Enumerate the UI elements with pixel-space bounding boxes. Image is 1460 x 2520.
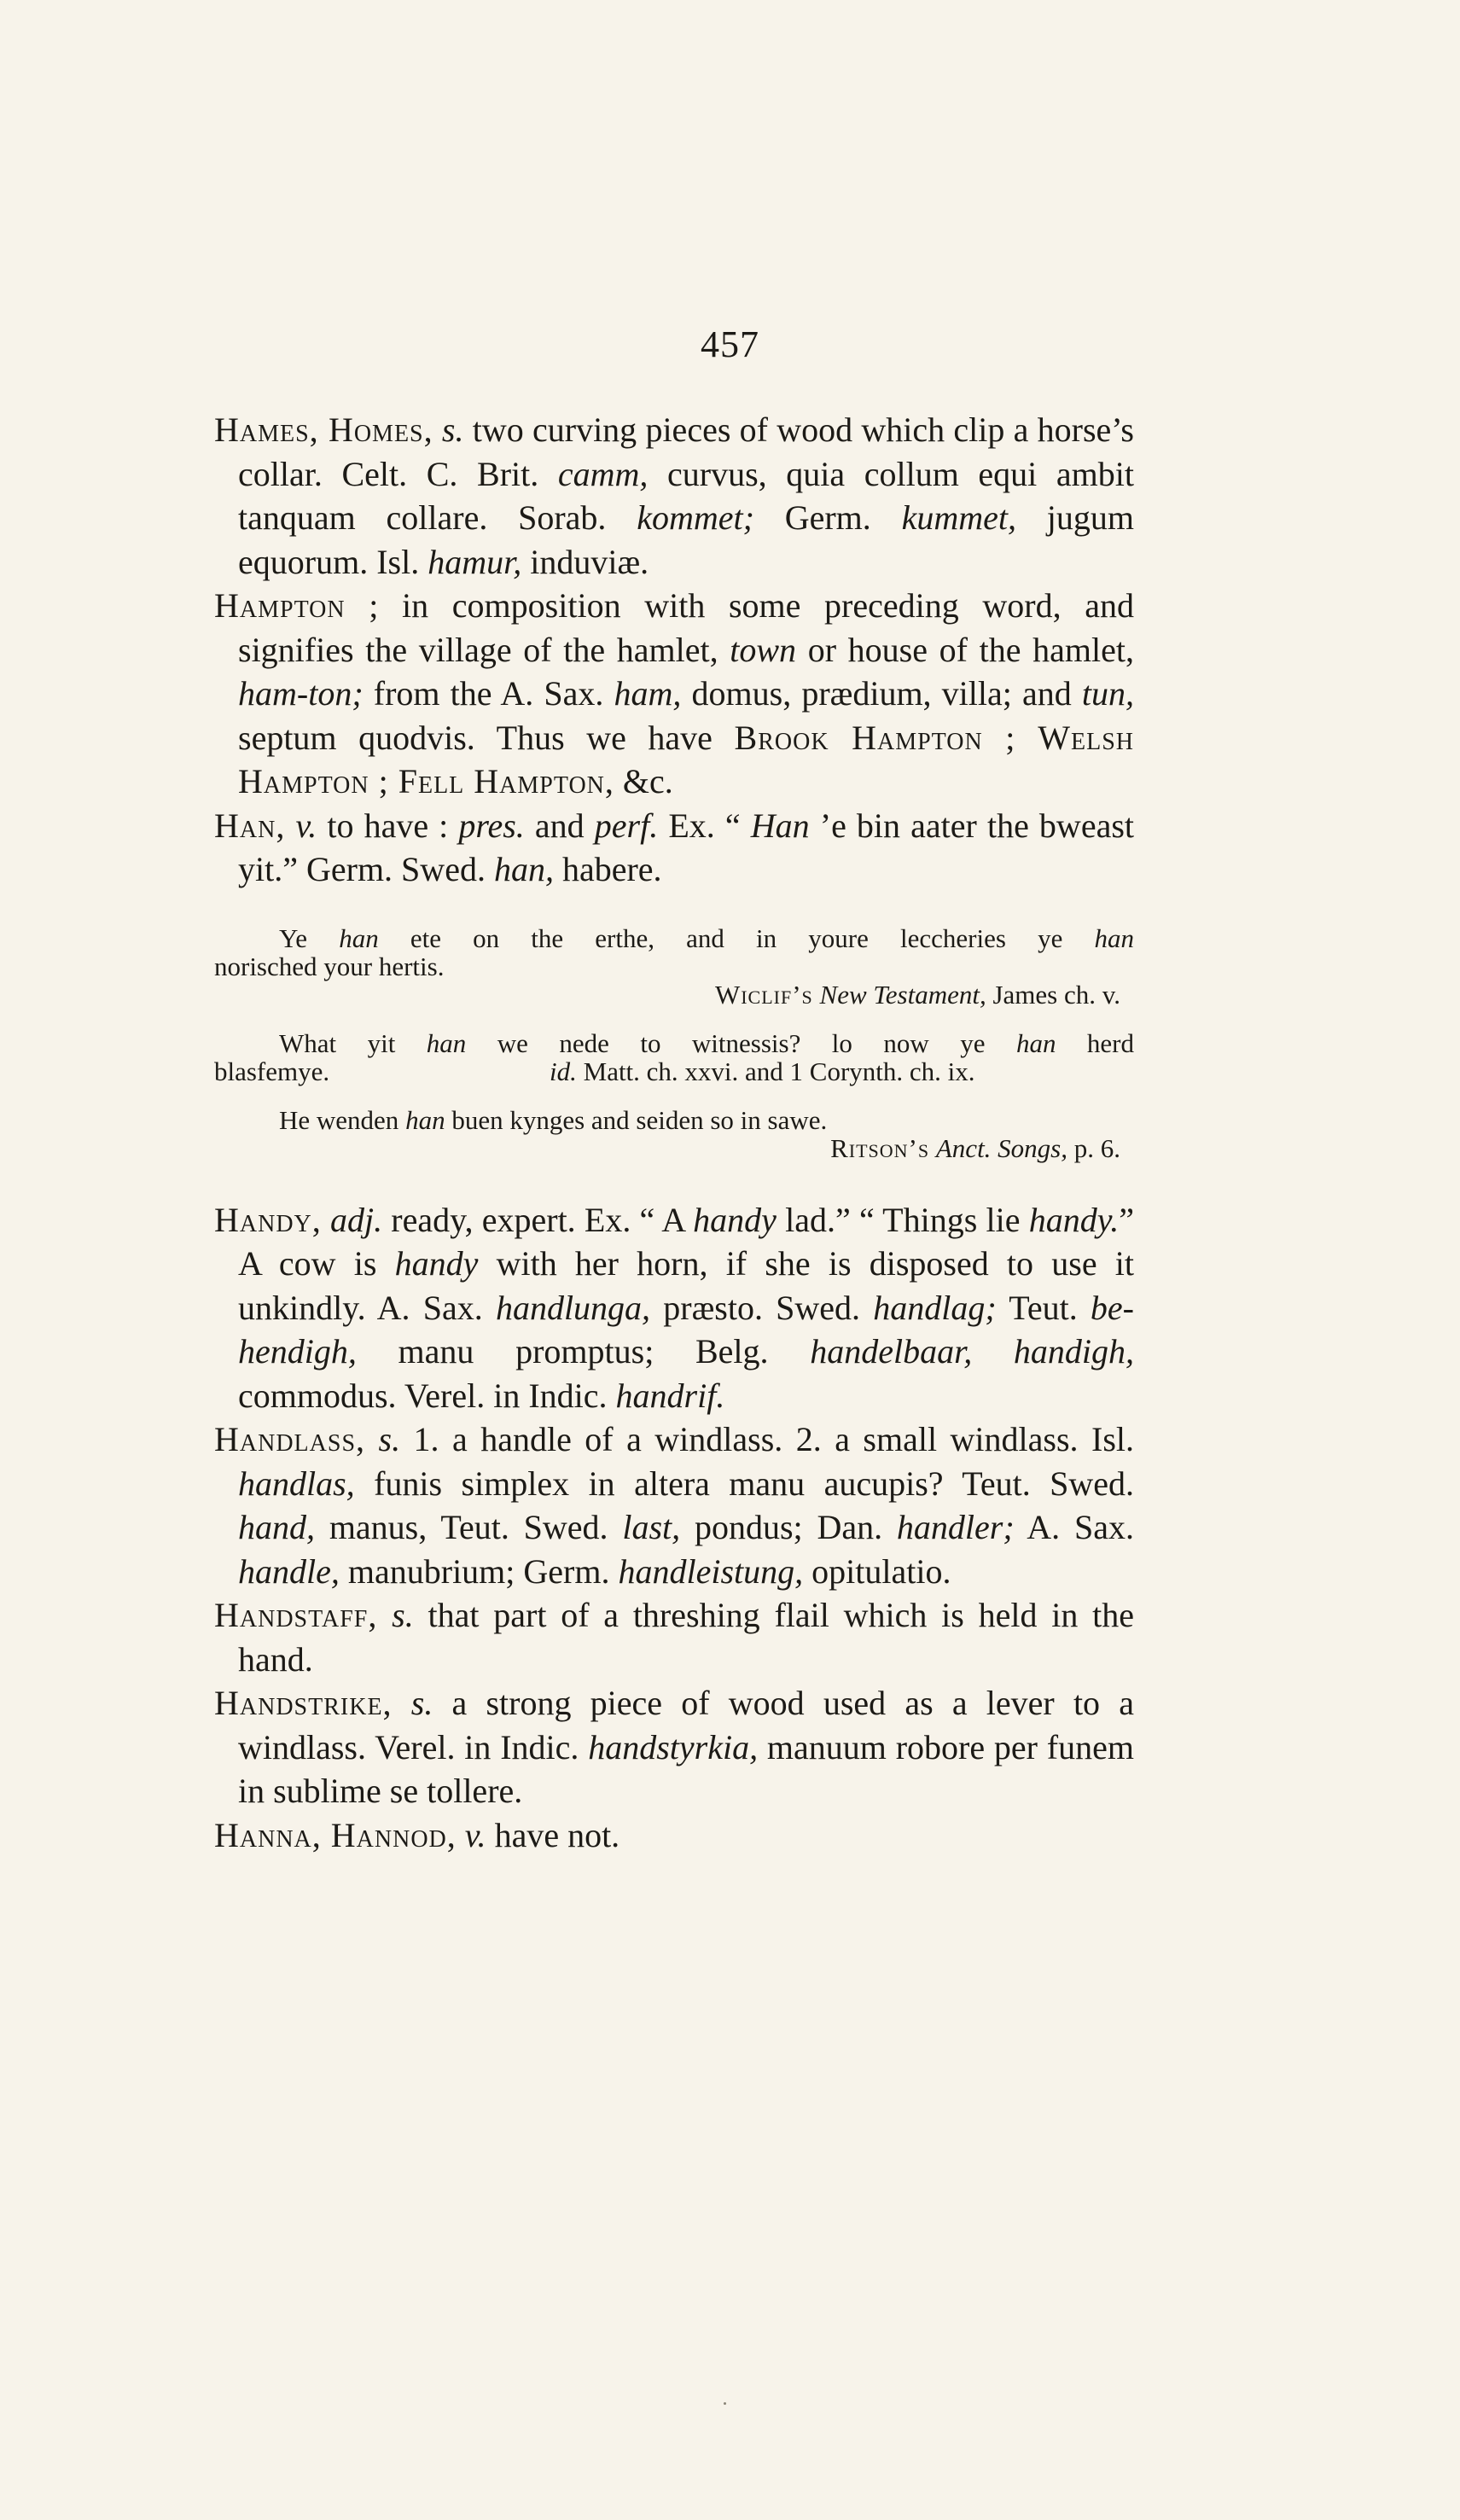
entry-headword: Hanna, Hannod, (214, 1815, 457, 1854)
quotation-ritson (214, 1106, 1134, 1162)
entry-headword: Handlass, (214, 1420, 366, 1458)
cited-form: handleistung, (618, 1551, 804, 1591)
quotation-line: norisched your hertis. (214, 951, 445, 981)
quotation-headword: han (1094, 922, 1134, 953)
quotation-citation: id. Matt. ch. xxvi. and 1 Corynth. ch. ix. (550, 1056, 975, 1086)
cited-form: handstyrkia, (588, 1727, 759, 1766)
part-of-speech: s. (441, 410, 464, 449)
quotation-wiclif-matthew (214, 1029, 1134, 1085)
cited-form: handy. (1028, 1200, 1120, 1239)
quotation-headword: han (405, 1104, 445, 1135)
entry-text: commodus. Verel. in Indic. (238, 1376, 616, 1415)
entry-text: a strong piece of wood used as a lever to a windlass. Verel. in Indic. (238, 1684, 1135, 1766)
entry-headword: Han, (214, 806, 286, 845)
entry-text: curvus, quia collum equi ambit tanquam collare. Sorab. (238, 454, 1134, 537)
entry-text: from the A. Sax. (363, 674, 614, 713)
cited-form: handlas, (238, 1464, 355, 1503)
cited-form: hamur, (428, 542, 522, 581)
quotation-citation: Ritson’s Anct. Songs, p. 6. (830, 1132, 1120, 1163)
entry-text: have not. (486, 1815, 620, 1854)
dictionary-entry (214, 1198, 1134, 1418)
entry-text: habere. (553, 850, 662, 888)
quotation-line: He wenden han buen kynges and seiden so in sawe. (279, 1104, 828, 1135)
quotation-citation: Wiclif’s New Testament, James ch. v. (714, 979, 1120, 1010)
entry-text: A. Sax. (1014, 1508, 1134, 1546)
entry-text (972, 1332, 1014, 1371)
quotation-line: blasfemye. id. Matt. ch. xxvi. and 1 Corynth. ch. ix. (214, 1057, 1134, 1085)
entry-text: præsto. Swed. (650, 1288, 874, 1327)
entry-text: Teut. (996, 1288, 1091, 1327)
cited-form: perf. (594, 806, 659, 845)
dictionary-entry (214, 804, 1134, 892)
cited-form: handler; (896, 1508, 1015, 1546)
quotation-line: Ye han ete on the erthe, and in youre leccheries ye han (279, 922, 1134, 953)
cited-form: handy (693, 1200, 777, 1239)
entry-text: or house of the hamlet, (796, 630, 1134, 669)
entry-text: lad.” “ Things lie (776, 1200, 1029, 1239)
entry-text: manubrium; Germ. (339, 1551, 619, 1591)
page-body (214, 408, 1134, 1857)
cited-form: handrif. (615, 1376, 725, 1415)
cited-form: tun, (1081, 674, 1134, 713)
entry-text: funis simplex in altera manu aucupis? Teut. Swed. (354, 1464, 1134, 1503)
quotation-headword: han (1015, 1027, 1056, 1058)
dictionary-entry (214, 1417, 1134, 1593)
quotation-line: What yit han we nede to witnessis? lo now ye han herd (279, 1027, 1134, 1058)
cited-form: pres. (458, 806, 525, 845)
quotation-wiclif-james (214, 924, 1134, 1009)
entry-text: manus, Teut. Swed. (315, 1508, 623, 1546)
entries-bottom (214, 1198, 1134, 1858)
part-of-speech: v. (464, 1815, 486, 1854)
entry-text: induviæ. (521, 542, 649, 581)
cited-form: handlunga, (495, 1288, 651, 1327)
entry-text: two curving pieces of wood which clip a horse’s collar. Celt. C. Brit. (238, 410, 1134, 493)
cited-form: town (730, 630, 797, 669)
part-of-speech: adj. (329, 1200, 383, 1239)
quotation-headword: han (426, 1027, 467, 1058)
entry-text: with her horn, if she is disposed to use it unkindly. A. Sax. (238, 1244, 1134, 1327)
cited-form: handy (394, 1244, 479, 1283)
entries-top (214, 408, 1134, 892)
entry-text: jugum equorum. Isl. (238, 498, 1134, 581)
entry-text: Ex. “ (658, 806, 751, 845)
cited-form: be-hendigh, (238, 1288, 1134, 1371)
entry-text: manuum robore per funem in sublime se tollere. (238, 1727, 1134, 1810)
cited-form: handle, (238, 1551, 340, 1591)
entry-text: that part of a threshing flail which is held in the hand. (238, 1596, 1135, 1679)
entry-text: pondus; Dan. (680, 1508, 897, 1546)
dictionary-entry (214, 1681, 1134, 1813)
cited-form: kommet; (637, 498, 754, 537)
quotation-headword: han (339, 922, 379, 953)
cited-form: hand, (238, 1508, 315, 1546)
entry-text: domus, prædium, villa; and (681, 674, 1082, 713)
cited-form: ham, (614, 674, 682, 713)
entry-text: ; in composition with some preceding word, and signifies the village of the hamlet, (238, 586, 1134, 669)
entry-text: and (524, 806, 595, 845)
entry-text: septum quodvis. Thus we have (238, 718, 735, 757)
cited-form: han, (493, 850, 554, 888)
dictionary-entry (214, 1593, 1134, 1681)
entry-text: opitulatio. (803, 1551, 951, 1591)
cited-form: handlag; (873, 1288, 997, 1327)
cited-form: last, (622, 1508, 681, 1546)
dictionary-entry (214, 408, 1134, 584)
cited-form: camm, (557, 454, 649, 493)
cited-form: Han (750, 806, 810, 845)
entry-headword: Handy, (214, 1200, 322, 1239)
entry-headword: Handstaff, (214, 1596, 378, 1634)
entry-text: &c. (614, 762, 673, 800)
entry-text: ” A cow is (238, 1200, 1134, 1283)
dictionary-entry (214, 584, 1134, 804)
entry-headword: Handstrike, (214, 1684, 393, 1722)
entry-text: 1. a handle of a windlass. 2. a small windlass. Isl. (400, 1420, 1134, 1458)
part-of-speech: s. (378, 1420, 401, 1458)
entry-headword: Hames, Homes, (214, 410, 433, 449)
entry-text: ready, expert. Ex. “ A (382, 1200, 694, 1239)
entry-text: manu promptus; Belg. (356, 1332, 811, 1371)
entry-text: ’e bin aater the bweast yit.” Germ. Swed. (238, 806, 1135, 888)
quotations-block (214, 924, 1134, 1162)
cited-form: handelbaar, (810, 1332, 973, 1371)
paper-speck (724, 2402, 726, 2405)
entry-text: to have : (317, 806, 459, 845)
cited-form: handigh, (1013, 1332, 1134, 1371)
dictionary-entry (214, 1813, 1134, 1858)
part-of-speech: s. (410, 1684, 433, 1722)
page-number: 457 (701, 323, 759, 365)
place-names: Brook Hampton ; Welsh Hampton ; Fell Hampton, (238, 718, 1135, 800)
entry-text: Germ. (753, 498, 902, 537)
entry-headword: Hampton (214, 586, 346, 625)
cited-form: kummet, (901, 498, 1016, 537)
part-of-speech: s. (392, 1596, 414, 1634)
cited-form: ham-ton; (238, 674, 364, 713)
part-of-speech: v. (295, 806, 317, 845)
